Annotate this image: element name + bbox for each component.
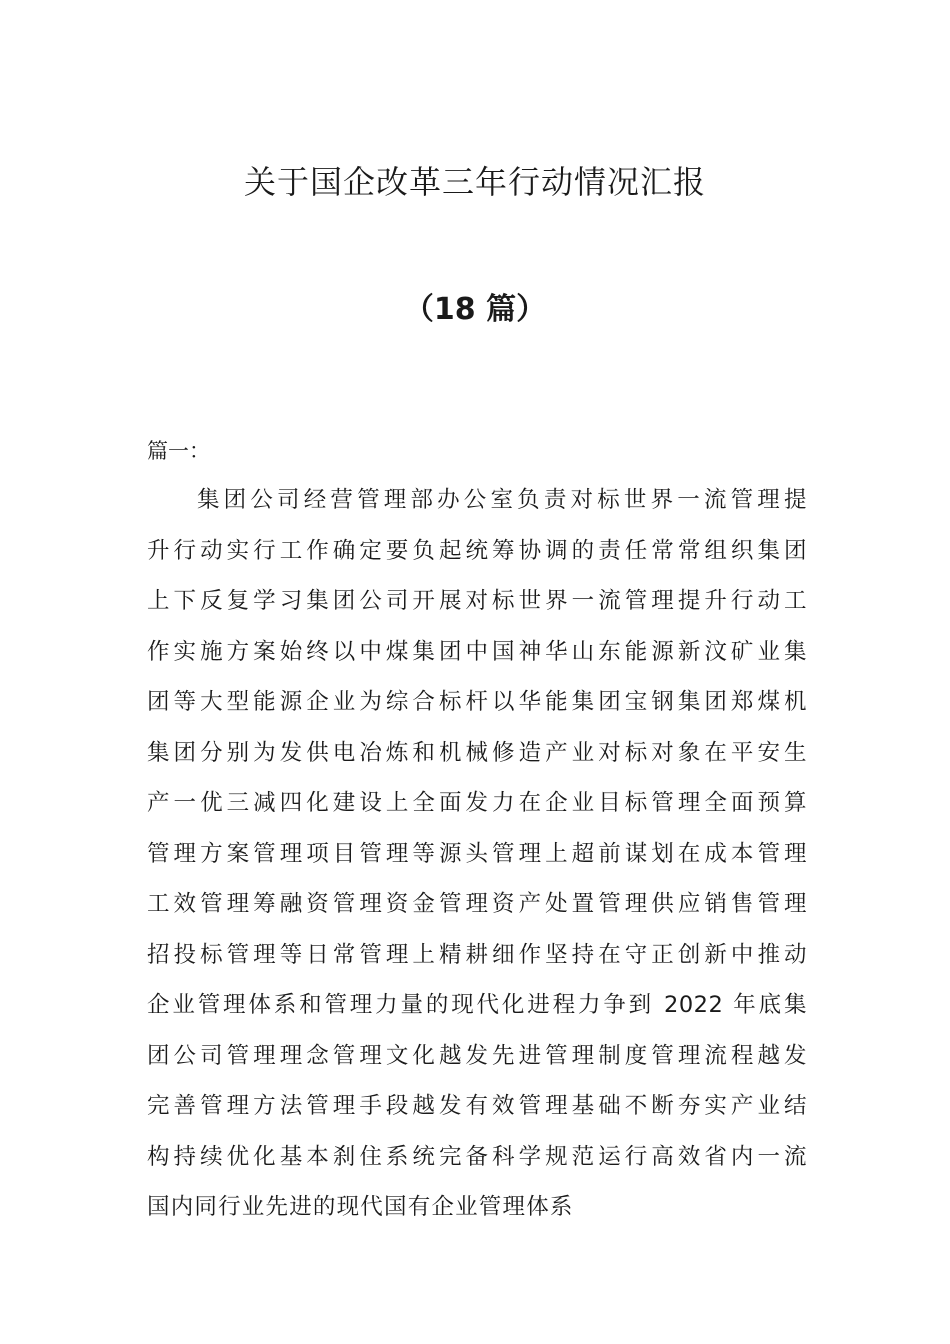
body-line: 产一优三减四化建设上全面发力在企业目标管理全面预算 xyxy=(147,790,807,816)
body-paragraph xyxy=(147,477,807,1235)
body-line: 集团分别为发供电冶炼和机械修造产业对标对象在平安生 xyxy=(147,739,807,766)
body-line: 集团公司经营管理部办公室负责对标世界一流管理提 xyxy=(197,487,807,513)
section-label: 篇一： xyxy=(147,439,210,463)
body-line: 完善管理方法管理手段越发有效管理基础不断夯实产业结 xyxy=(147,1093,807,1119)
body-line: 升行动实行工作确定要负起统筹协调的责任常常组织集团 xyxy=(147,537,807,564)
body-line: 团公司管理理念管理文化越发先进管理制度管理流程越发 xyxy=(147,1042,807,1069)
body-line: 企业管理体系和管理力量的现代化进程力争到 2022 年底集 xyxy=(147,992,807,1018)
body-line: 团等大型能源企业为综合标杆以华能集团宝钢集团郑煤机 xyxy=(147,689,807,715)
body-line: 构持续优化基本刹住系统完备科学规范运行高效省内一流 xyxy=(147,1143,807,1170)
body-line: 国内同行业先进的现代国有企业管理体系 xyxy=(147,1194,574,1220)
body-line: 管理方案管理项目管理等源头管理上超前谋划在成本管理 xyxy=(147,840,807,867)
body-line: 作实施方案始终以中煤集团中国神华山东能源新汶矿业集 xyxy=(147,638,807,665)
document-title: 关于国企改革三年行动情况汇报 xyxy=(243,163,706,201)
body-line: 上下反复学习集团公司开展对标世界一流管理提升行动工 xyxy=(147,588,807,614)
body-line: 招投标管理等日常管理上精耕细作坚持在守正创新中推动 xyxy=(147,941,807,968)
body-line: 工效管理筹融资管理资金管理资产处置管理供应销售管理 xyxy=(147,891,807,917)
document-subtitle: （18 篇） xyxy=(403,292,547,327)
